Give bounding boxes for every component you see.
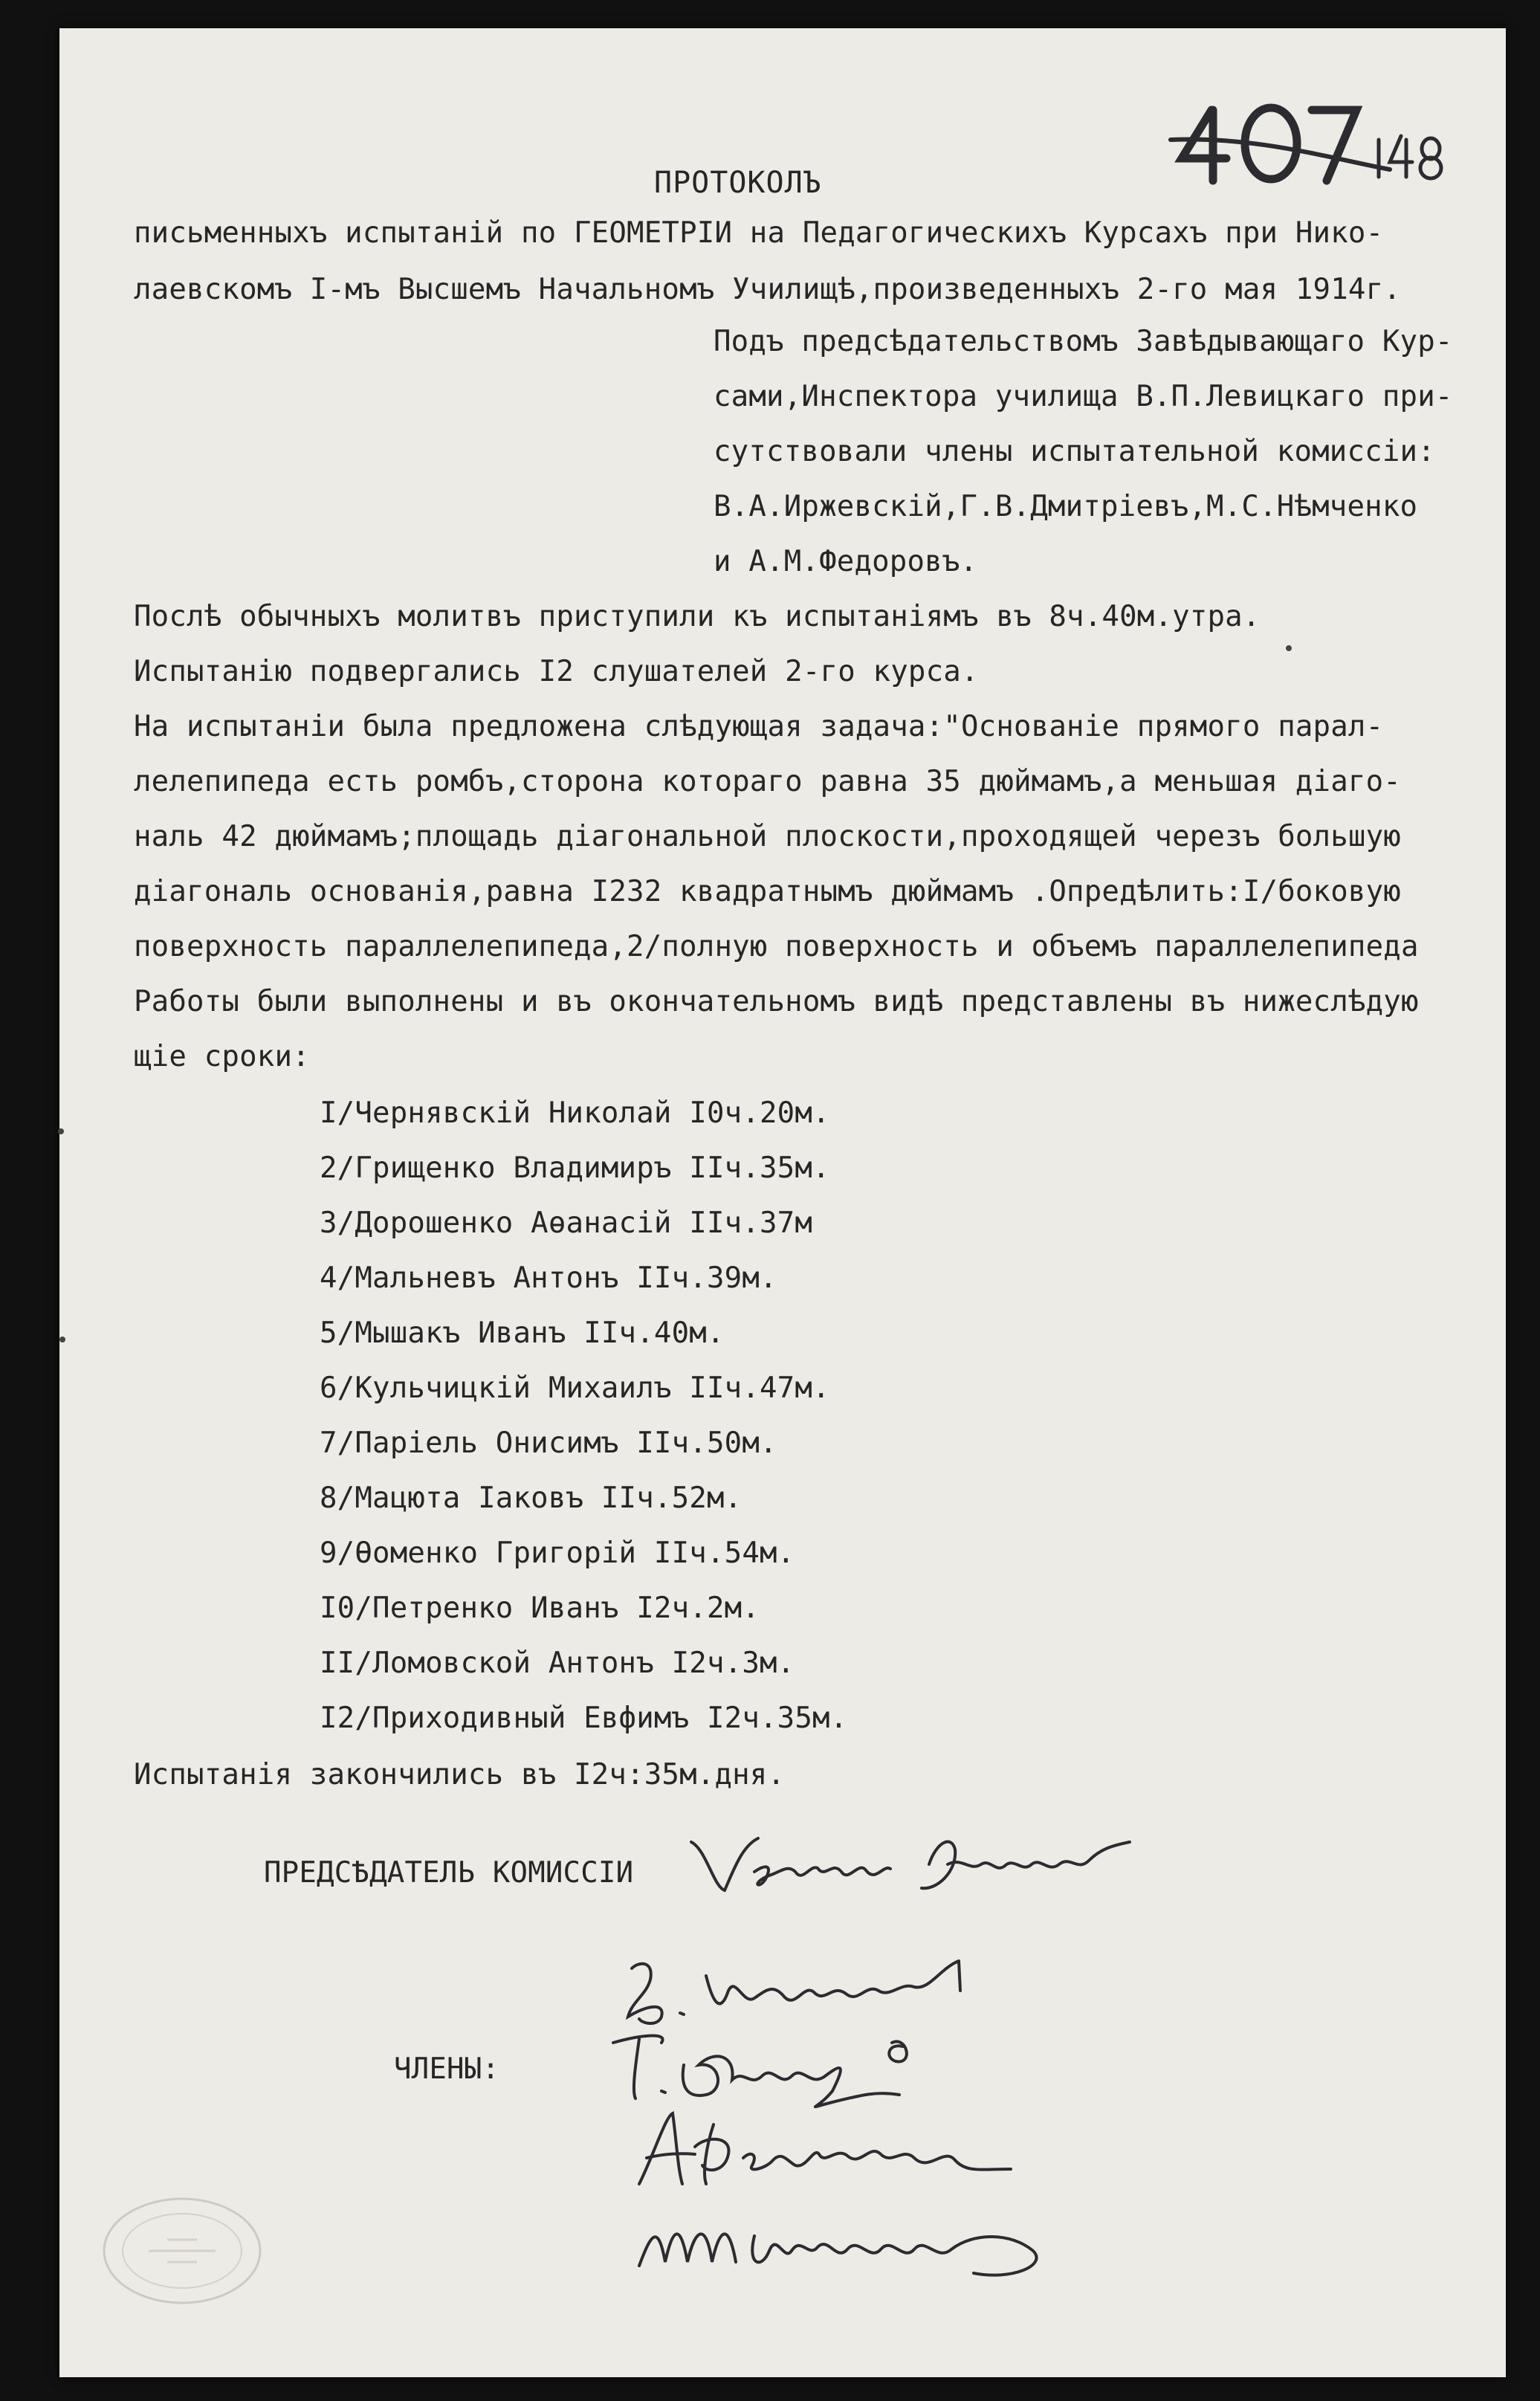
body-line: лелепипеда есть ромбъ,сторона котораго равна 35 дюймамъ,а меньшая діаго-: [134, 765, 1401, 798]
body-line: Испытанію подвергались І2 слушателей 2-го курса.: [134, 655, 979, 688]
member-signature-3: [624, 2102, 1041, 2199]
faded-stamp: [97, 2191, 268, 2310]
chair-block-line: Подъ предсѣдательствомъ Завѣдывающаго Кур-: [714, 325, 1453, 358]
header-line: лаевскомъ І-мъ Высшемъ Начальномъ Училищѣ,произведенныхъ 2-го мая 1914г.: [134, 273, 1401, 306]
handwritten-signature-member: [624, 2102, 1041, 2199]
handwritten-signature-member: [609, 1946, 1026, 2028]
body-line: Послѣ обычныхъ молитвъ приступили къ испытаніямъ въ 8ч.40м.утра.: [134, 600, 1261, 633]
paper-speck: [59, 1337, 65, 1342]
paper-speck: [58, 1128, 64, 1134]
result-line: ІІ/Ломовской Антонъ І2ч.3м.: [320, 1647, 795, 1680]
member-signature-1: [609, 1946, 1026, 2028]
archive-number-annotation: [1167, 95, 1479, 192]
chair-block-line: и А.М.Федоровъ.: [714, 545, 978, 578]
document-title: ПРОТОКОЛЪ: [654, 166, 822, 200]
document-page: [59, 28, 1506, 2377]
result-line: 7/Паріель Онисимъ ІІч.50м.: [320, 1426, 777, 1460]
closing-line: Испытанія закончились въ І2ч:35м.дня.: [134, 1758, 786, 1791]
result-line: 4/Мальневъ Антонъ ІІч.39м.: [320, 1261, 777, 1295]
result-line: 9/Ѳоменко Григорій ІІч.54м.: [320, 1536, 795, 1570]
result-line: І0/Петренко Иванъ І2ч.2м.: [320, 1591, 760, 1625]
members-label: ЧЛЕНЫ:: [394, 2052, 500, 2086]
member-signature-4: [624, 2191, 1100, 2288]
body-line: На испытаніи была предложена слѣдующая задача:"Основаніе прямого парал-: [134, 710, 1384, 743]
result-line: 5/Мышакъ Иванъ ІІч.40м.: [320, 1316, 725, 1350]
body-line: діагональ основанія,равна І232 квадратнымъ дюймамъ .Опредѣлить:І/боковую: [134, 875, 1401, 908]
handwritten-signature-member: [624, 2191, 1100, 2288]
paper-speck: [1286, 645, 1292, 651]
body-line: наль 42 дюймамъ;площадь діагональной плоскости,проходящей черезъ большую: [134, 820, 1401, 853]
chairman-label: ПРЕДСѢДАТЕЛЬ КОМИССІИ: [264, 1856, 634, 1890]
result-line: 3/Дорошенко Аѳанасій ІІч.37м: [320, 1206, 813, 1240]
stamp-seal-icon: [97, 2191, 268, 2310]
handwritten-archive-number: [1167, 95, 1479, 192]
chair-block-line: сами,Инспектора училища В.П.Левицкаго при-: [714, 380, 1453, 413]
result-line: 2/Грищенко Владимиръ ІІч.35м.: [320, 1151, 830, 1185]
result-line: 6/Кульчицкій Михаилъ ІІч.47м.: [320, 1371, 830, 1405]
result-line: І/Чернявскій Николай І0ч.20м.: [320, 1096, 830, 1130]
body-line: щіе сроки:: [134, 1040, 310, 1073]
result-line: 8/Мацюта Іаковъ ІІч.52м.: [320, 1481, 742, 1515]
chairman-signature: [684, 1820, 1145, 1909]
chair-block-line: сутствовали члены испытательной комиссіи:: [714, 435, 1435, 468]
header-line: письменныхъ испытаній по ГЕОМЕТРІИ на Педагогическихъ Курсахъ при Нико-: [134, 216, 1384, 250]
chair-block-line: В.А.Иржевскій,Г.В.Дмитріевъ,М.С.Нѣмченко: [714, 490, 1418, 523]
body-line: Работы были выполнены и въ окончательномъ видѣ представлены въ нижеслѣдую: [134, 985, 1419, 1018]
result-line: І2/Приходивный Евфимъ І2ч.35м.: [320, 1702, 848, 1735]
body-line: поверхность параллелепипеда,2/полную поверхность и объемъ параллелепипеда: [134, 930, 1419, 963]
handwritten-signature-chairman: [684, 1820, 1145, 1909]
